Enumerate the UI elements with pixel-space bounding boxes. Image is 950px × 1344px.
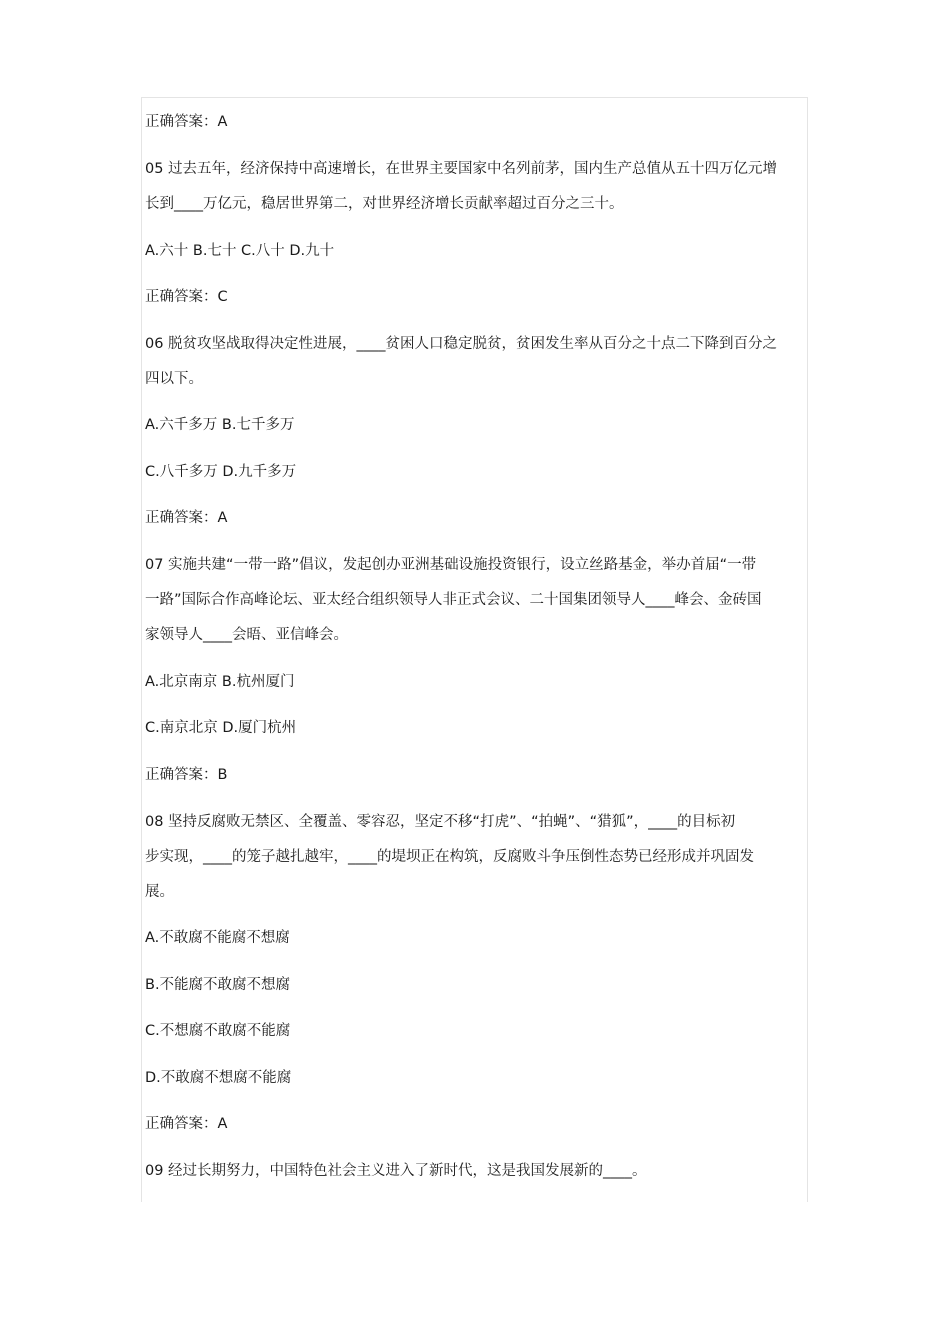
question-05-answer: 正确答案：C xyxy=(145,289,228,305)
question-08-answer: 正确答案：A xyxy=(145,1116,228,1132)
question-05-line-1: 05 过去五年，经济保持中高速增长，在世界主要国家中名列前茅，国内生产总值从五十四万亿元增 xyxy=(145,161,778,177)
question-07-line-2: 一路”国际合作高峰论坛、亚太经合组织领导人非正式会议、二十国集团领导人____峰会、金砖国 xyxy=(145,592,762,608)
question-07-options-ab: A.北京南京 B.杭州厦门 xyxy=(145,674,295,690)
question-06-answer: 正确答案：A xyxy=(145,510,228,526)
question-07-options-cd: C.南京北京 D.厦门杭州 xyxy=(145,720,297,736)
question-08-option-a: A.不敢腐不能腐不想腐 xyxy=(145,930,290,946)
question-06-options-ab: A.六千多万 B.七千多万 xyxy=(145,417,295,433)
question-09-line-1: 09 经过长期努力，中国特色社会主义进入了新时代，这是我国发展新的____。 xyxy=(145,1163,647,1179)
question-08-line-2: 步实现，____的笼子越扎越牢，____的堤坝正在构筑，反腐败斗争压倒性态势已经形成并巩固发 xyxy=(145,849,754,865)
question-06-line-2: 四以下。 xyxy=(145,371,203,387)
question-08-option-b: B.不能腐不敢腐不想腐 xyxy=(145,977,291,993)
answer-line: 正确答案：A xyxy=(145,114,228,130)
question-08-line-1: 08 坚持反腐败无禁区、全覆盖、零容忍，坚定不移“打虎”、“拍蝇”、“猎狐”，____的目标初 xyxy=(145,814,736,830)
question-06-line-1: 06 脱贫攻坚战取得决定性进展，____贫困人口稳定脱贫，贫困发生率从百分之十点二下降到百分之 xyxy=(145,336,778,352)
question-07-answer: 正确答案：B xyxy=(145,767,228,783)
question-05-options: A.六十 B.七十 C.八十 D.九十 xyxy=(145,243,335,259)
question-08-line-3: 展。 xyxy=(145,884,174,900)
question-06-options-cd: C.八千多万 D.九千多万 xyxy=(145,464,297,480)
question-08-option-c: C.不想腐不敢腐不能腐 xyxy=(145,1023,291,1039)
question-07-line-1: 07 实施共建“一带一路”倡议，发起创办亚洲基础设施投资银行，设立丝路基金，举办首届“一带 xyxy=(145,557,757,573)
question-08-option-d: D.不敢腐不想腐不能腐 xyxy=(145,1070,292,1086)
question-05-line-2: 长到____万亿元，稳居世界第二，对世界经济增长贡献率超过百分之三十。 xyxy=(145,196,624,212)
question-07-line-3: 家领导人____会晤、亚信峰会。 xyxy=(145,627,348,643)
